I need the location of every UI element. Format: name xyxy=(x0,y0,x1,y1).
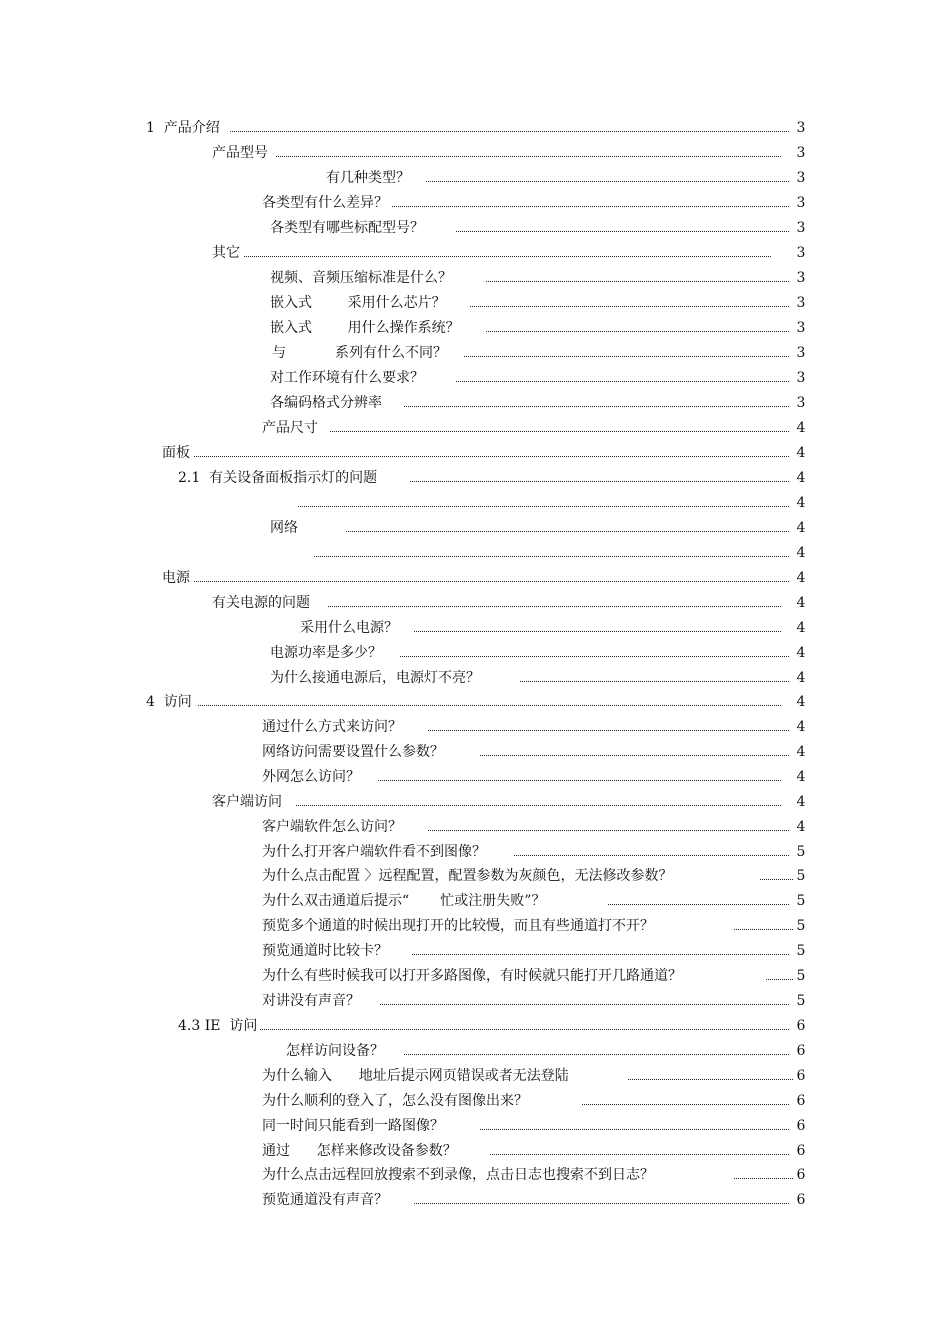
toc-entry-page: 5 xyxy=(794,991,808,1011)
toc-leader-dots xyxy=(194,456,789,457)
toc-entry[interactable] xyxy=(262,891,815,911)
toc-entry-page: 3 xyxy=(794,268,808,288)
toc-entry[interactable] xyxy=(212,143,815,163)
toc-leader-dots xyxy=(470,306,789,307)
toc-entry[interactable] xyxy=(300,618,815,638)
toc-entry-page: 4 xyxy=(794,817,808,837)
toc-entry[interactable] xyxy=(270,368,815,388)
toc-leader-dots xyxy=(328,606,781,607)
toc-entry-label: 电源功率是多少？ xyxy=(270,645,382,661)
toc-entry[interactable] xyxy=(262,1116,815,1136)
toc-entry-label: 各类型有哪些标配型号？ xyxy=(270,220,424,236)
toc-leader-dots xyxy=(766,979,795,980)
toc-entry[interactable] xyxy=(262,1141,815,1161)
toc-entry-label: 采用什么电源？ xyxy=(300,620,398,636)
toc-entry-label: 网络访问需要设置什么参数？ xyxy=(262,744,444,760)
toc-leader-dots xyxy=(230,131,789,132)
toc-leader-dots xyxy=(244,256,771,257)
toc-entry[interactable] xyxy=(270,218,815,238)
toc-entry[interactable] xyxy=(262,767,815,787)
toc-entry-page: 3 xyxy=(794,343,808,363)
toc-entry[interactable] xyxy=(146,692,815,712)
toc-entry-label: 产品尺寸 xyxy=(262,420,318,436)
toc-entry-page: 4 xyxy=(794,543,808,563)
toc-entry-label: 对讲没有声音？ xyxy=(262,993,360,1009)
toc-entry-page: 3 xyxy=(794,293,808,313)
toc-leader-dots xyxy=(486,331,789,332)
toc-entry-page: 4 xyxy=(794,643,808,663)
toc-entry-label: 为什么点击配置 〉远程配置，配置参数为灰颜色，无法修改参数？ xyxy=(262,868,673,884)
toc-entry-label: 为什么接通电源后，电源灯不亮？ xyxy=(270,670,480,686)
toc-entry-label: 与 系列有什么不同？ xyxy=(272,345,447,361)
toc-entry-label: 客户端访问 xyxy=(212,794,282,810)
toc-leader-dots xyxy=(480,1129,789,1130)
toc-leader-dots xyxy=(414,1203,789,1204)
toc-entry-page: 6 xyxy=(794,1066,808,1086)
toc-entry-page: 4 xyxy=(794,443,808,463)
toc-entry-page: 4 xyxy=(794,717,808,737)
toc-entry-page: 6 xyxy=(794,1016,808,1036)
toc-entry-page: 6 xyxy=(794,1165,808,1185)
toc-entry-page: 3 xyxy=(794,243,808,263)
toc-entry-label: 面板 xyxy=(162,445,190,461)
toc-entry-label: 视频、音频压缩标准是什么？ xyxy=(270,270,452,286)
toc-entry-label: 各编码格式分辨率 xyxy=(270,395,382,411)
toc-entry-label: 4 访问 xyxy=(146,694,192,710)
toc-entry-label: 嵌入式 用什么操作系统？ xyxy=(270,320,460,336)
toc-entry[interactable] xyxy=(262,916,815,936)
toc-entry-page: 4 xyxy=(794,593,808,613)
toc-entry-page: 3 xyxy=(794,368,808,388)
toc-entry-label: 怎样访问设备？ xyxy=(286,1043,384,1059)
toc-entry-label: 为什么点击远程回放搜索不到录像，点击日志也搜索不到日志？ xyxy=(262,1167,654,1183)
toc-entry-label: 为什么双击通道后提示“ 忙或注册失败”？ xyxy=(262,893,546,909)
toc-entry-page: 3 xyxy=(794,318,808,338)
toc-entry-label: 预览通道没有声音？ xyxy=(262,1192,388,1208)
toc-entry-page: 5 xyxy=(794,941,808,961)
toc-entry[interactable] xyxy=(262,717,815,737)
toc-leader-dots xyxy=(628,1079,795,1080)
toc-entry-page: 4 xyxy=(794,493,808,513)
toc-entry-label: 预览多个通道的时候出现打开的比较慢，而且有些通道打不开？ xyxy=(262,918,654,934)
toc-leader-dots xyxy=(198,705,781,706)
toc-entry-page: 3 xyxy=(794,143,808,163)
toc-entry-page: 4 xyxy=(794,568,808,588)
toc-entry-page: 3 xyxy=(794,168,808,188)
toc-entry-label: 通过什么方式来访问？ xyxy=(262,719,402,735)
toc-leader-dots xyxy=(480,755,789,756)
toc-entry[interactable] xyxy=(270,293,815,313)
toc-entry[interactable] xyxy=(212,593,815,613)
toc-entry[interactable] xyxy=(262,742,815,762)
toc-entry-page: 4 xyxy=(794,668,808,688)
toc-leader-dots xyxy=(734,929,795,930)
toc-entry-page: 4 xyxy=(794,792,808,812)
toc-leader-dots xyxy=(520,681,789,682)
toc-entry[interactable] xyxy=(270,393,815,413)
toc-entry-page: 3 xyxy=(794,218,808,238)
toc-entry-page: 5 xyxy=(794,866,808,886)
toc-entry-page: 6 xyxy=(794,1041,808,1061)
toc-entry-page: 6 xyxy=(794,1190,808,1210)
toc-entry-page: 6 xyxy=(794,1116,808,1136)
toc-leader-dots xyxy=(400,656,789,657)
toc-leader-dots xyxy=(456,381,789,382)
toc-entry-page: 4 xyxy=(794,742,808,762)
toc-entry-page: 6 xyxy=(794,1091,808,1111)
toc-leader-dots xyxy=(194,581,789,582)
toc-entry[interactable] xyxy=(270,518,815,538)
toc-entry-label: 为什么输入 地址后提示网页错误或者无法登陆 xyxy=(262,1068,569,1084)
toc-entry-label: 预览通道时比较卡？ xyxy=(262,943,388,959)
toc-entry-label: 其它 xyxy=(212,245,240,261)
toc-leader-dots xyxy=(346,531,789,532)
toc-entry[interactable] xyxy=(178,1016,815,1036)
toc-entry-page: 5 xyxy=(794,891,808,911)
toc-leader-dots xyxy=(404,406,789,407)
toc-entry[interactable] xyxy=(178,468,815,488)
toc-entry[interactable] xyxy=(312,543,815,563)
toc-leader-dots xyxy=(276,156,781,157)
toc-entry-page: 5 xyxy=(794,966,808,986)
toc-entry[interactable] xyxy=(212,792,815,812)
toc-entry[interactable] xyxy=(162,568,815,588)
toc-entry-page: 4 xyxy=(794,468,808,488)
toc-entry-page: 5 xyxy=(794,842,808,862)
toc-entry-page: 3 xyxy=(794,118,808,138)
toc-entry[interactable] xyxy=(262,1165,815,1185)
toc-entry-page: 4 xyxy=(794,418,808,438)
toc-entry-page: 3 xyxy=(794,193,808,213)
toc-entry[interactable] xyxy=(270,318,815,338)
toc-entry-label: 4.3 IE 访问 xyxy=(178,1018,258,1034)
toc-leader-dots xyxy=(426,181,789,182)
toc-leader-dots xyxy=(380,1004,789,1005)
toc-entry-label: 同一时间只能看到一路图像？ xyxy=(262,1118,444,1134)
toc-leader-dots xyxy=(330,431,789,432)
toc-entry-page: 4 xyxy=(794,618,808,638)
toc-leader-dots xyxy=(608,904,789,905)
toc-entry-label: 有几种类型？ xyxy=(326,170,410,186)
toc-leader-dots xyxy=(404,1054,789,1055)
toc-entry-label: 为什么有些时候我可以打开多路图像，有时候就只能打开几路通道？ xyxy=(262,968,682,984)
toc-entry-label: 网络 xyxy=(270,520,298,536)
toc-entry-page: 5 xyxy=(794,916,808,936)
toc-leader-dots xyxy=(428,830,789,831)
toc-entry[interactable] xyxy=(262,866,815,886)
toc-leader-dots xyxy=(456,231,789,232)
toc-entry[interactable] xyxy=(262,1066,815,1086)
toc-entry-page: 6 xyxy=(794,1141,808,1161)
toc-leader-dots xyxy=(410,481,789,482)
toc-leader-dots xyxy=(760,879,795,880)
toc-entry[interactable] xyxy=(262,1190,815,1210)
toc-leader-dots xyxy=(296,805,781,806)
toc-entry[interactable] xyxy=(262,842,815,862)
toc-leader-dots xyxy=(298,506,789,507)
toc-entry[interactable] xyxy=(162,443,815,463)
toc-entry-label: 通过 怎样来修改设备参数？ xyxy=(262,1143,457,1159)
toc-entry[interactable] xyxy=(296,493,815,513)
toc-leader-dots xyxy=(378,780,781,781)
toc-entry[interactable] xyxy=(326,168,815,188)
toc-entry[interactable] xyxy=(262,941,815,961)
toc-entry[interactable] xyxy=(272,343,815,363)
toc-leader-dots xyxy=(392,206,789,207)
toc-entry[interactable] xyxy=(262,418,815,438)
toc-leader-dots xyxy=(260,1029,789,1030)
toc-entry-label: 产品型号 xyxy=(212,145,268,161)
toc-entry[interactable] xyxy=(262,991,815,1011)
toc-entry[interactable] xyxy=(262,817,815,837)
toc-leader-dots xyxy=(464,356,789,357)
toc-leader-dots xyxy=(582,1104,789,1105)
toc-entry-label: 外网怎么访问？ xyxy=(262,769,360,785)
toc-entry-page: 3 xyxy=(794,393,808,413)
toc-entry[interactable] xyxy=(286,1041,815,1061)
toc-leader-dots xyxy=(734,1178,795,1179)
toc-leader-dots xyxy=(428,730,789,731)
toc-entry[interactable] xyxy=(270,668,815,688)
toc-entry-page: 4 xyxy=(794,692,808,712)
toc-entry-label: 各类型有什么差异？ xyxy=(262,195,388,211)
toc-entry-label: 对工作环境有什么要求？ xyxy=(270,370,424,386)
toc-entry-label: 电源 xyxy=(162,570,190,586)
toc-entry-label: 客户端软件怎么访问？ xyxy=(262,819,402,835)
toc-entry-page: 4 xyxy=(794,767,808,787)
toc-entry[interactable] xyxy=(212,243,815,263)
toc-entry[interactable] xyxy=(262,1091,815,1111)
toc-entry-page: 4 xyxy=(794,518,808,538)
toc-leader-dots xyxy=(412,954,789,955)
toc-leader-dots xyxy=(490,1154,789,1155)
toc-entry-label: 有关电源的问题 xyxy=(212,595,310,611)
toc-entry-label: 嵌入式 采用什么芯片？ xyxy=(270,295,446,311)
toc-leader-dots xyxy=(486,281,789,282)
toc-leader-dots xyxy=(314,556,789,557)
toc-leader-dots xyxy=(514,855,789,856)
toc-entry[interactable] xyxy=(270,268,815,288)
toc-leader-dots xyxy=(414,631,781,632)
toc-entry[interactable] xyxy=(262,193,815,213)
toc-entry-label: 为什么顺利的登入了，怎么没有图像出来？ xyxy=(262,1093,528,1109)
toc-entry-label: 1 产品介绍 xyxy=(146,120,220,136)
toc-entry[interactable] xyxy=(270,643,815,663)
toc-entry-label: 2.1 有关设备面板指示灯的问题 xyxy=(178,470,378,486)
toc-entry-label: 为什么打开客户端软件看不到图像？ xyxy=(262,844,486,860)
toc-entry[interactable] xyxy=(262,966,815,986)
toc-entry[interactable] xyxy=(146,118,815,138)
